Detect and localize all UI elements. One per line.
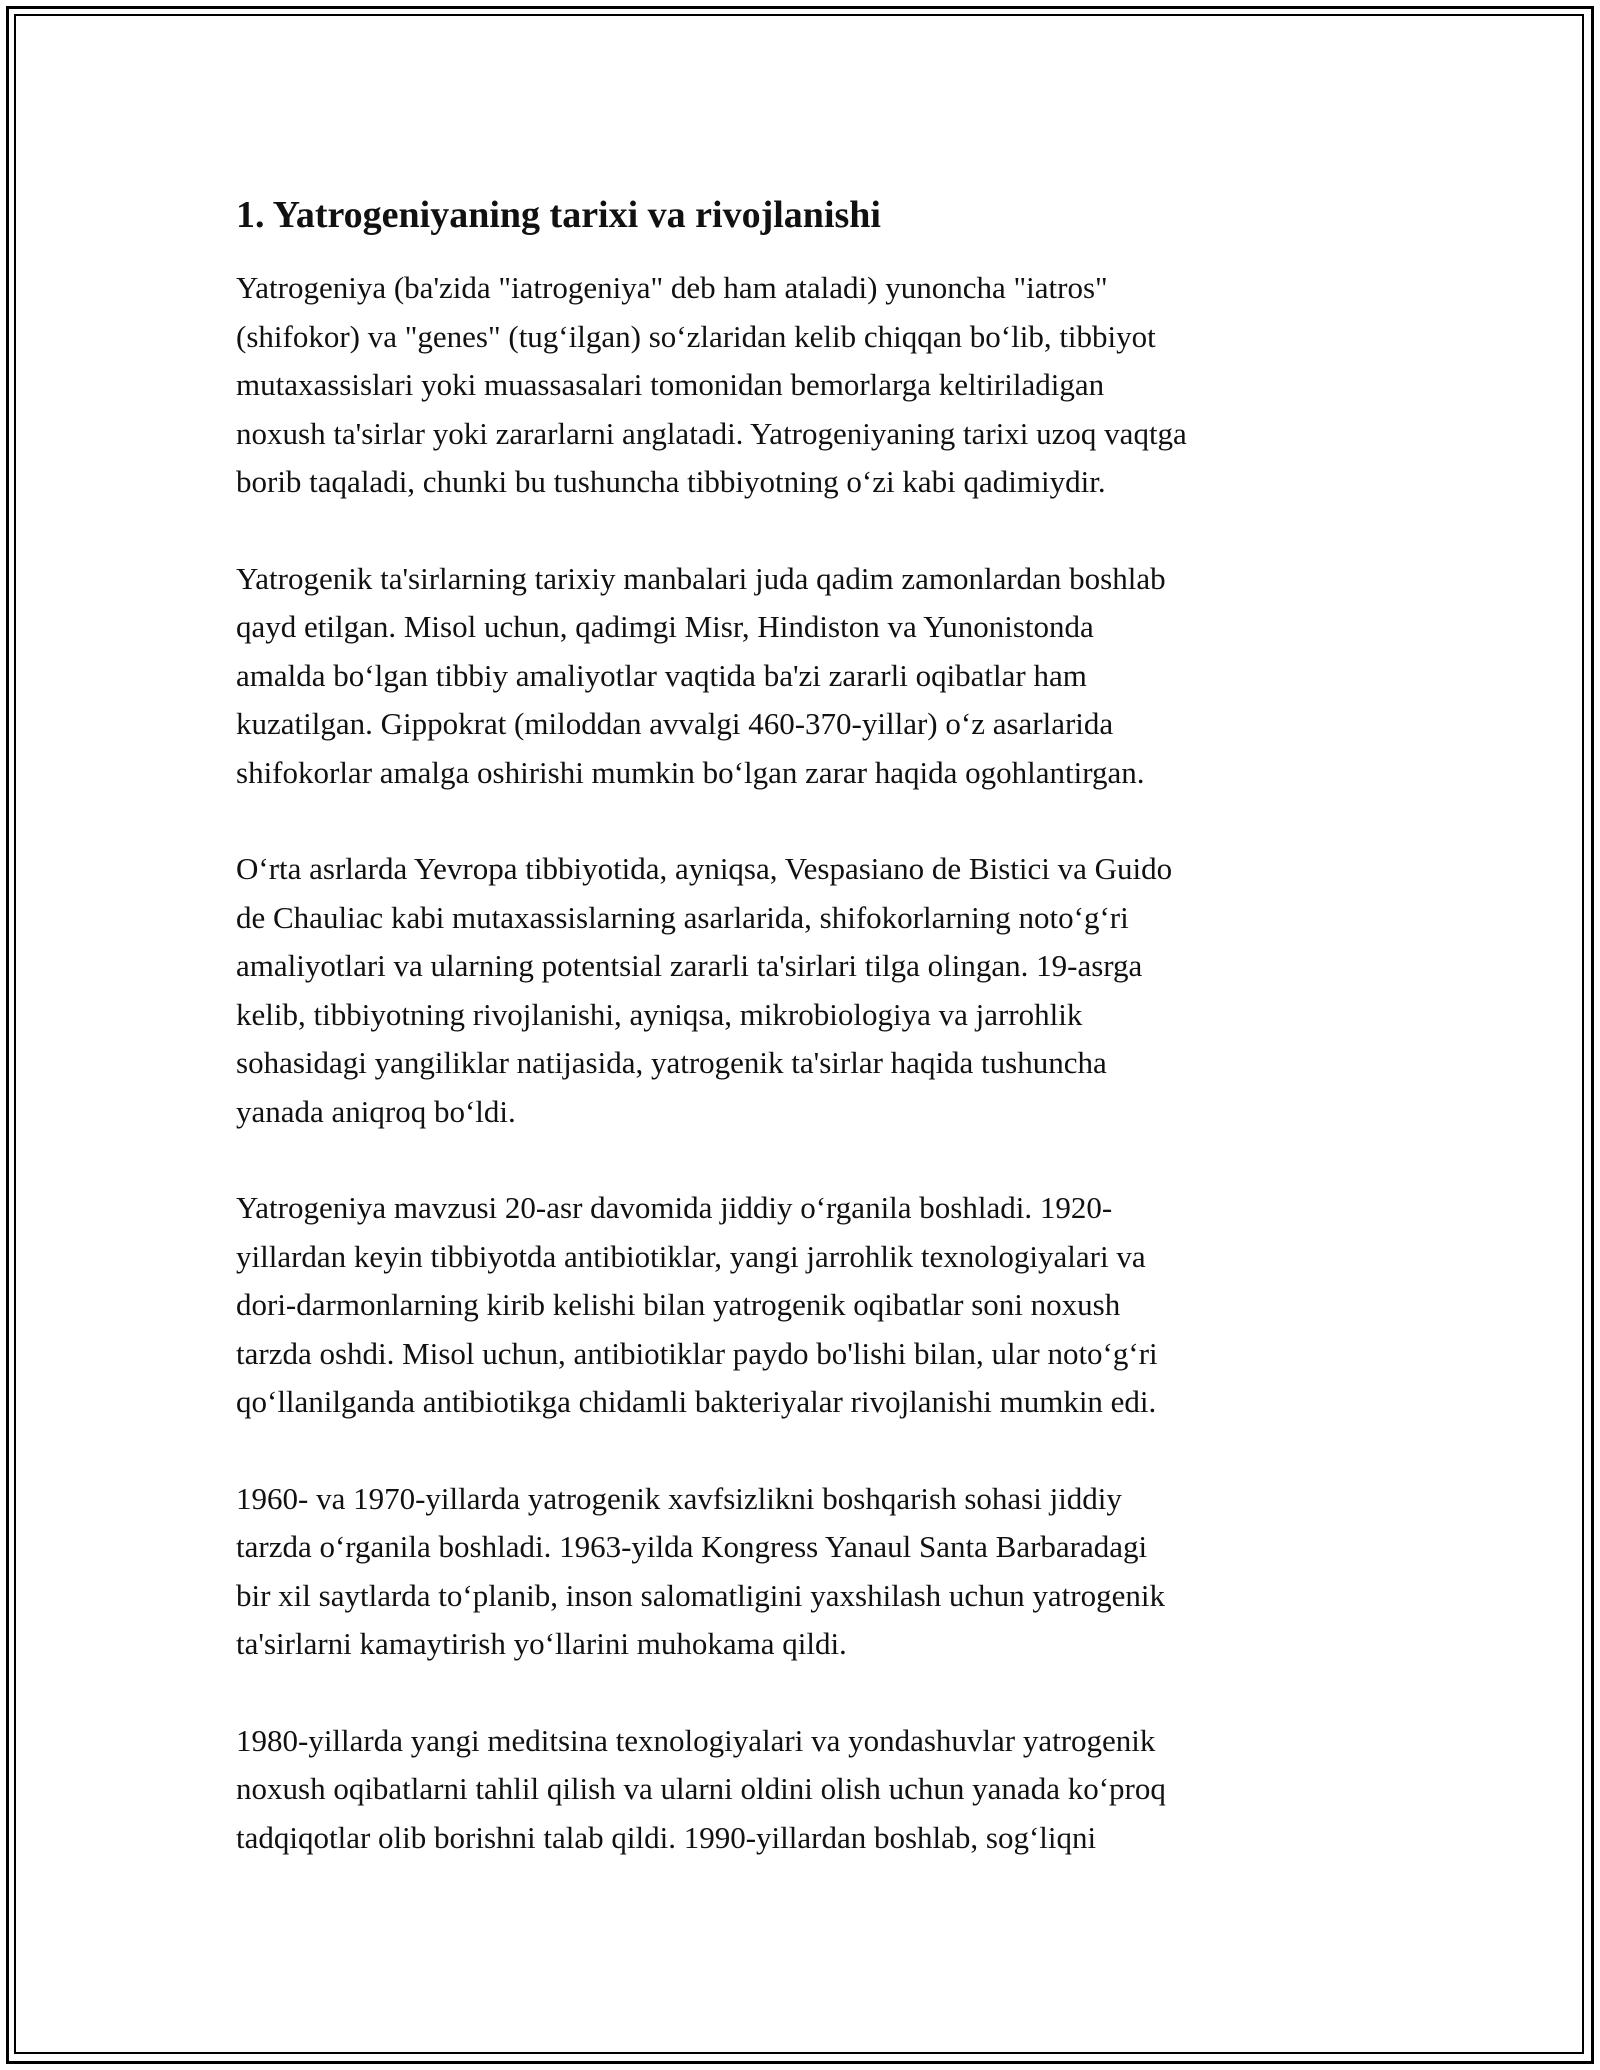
paragraph-etymology	[236, 264, 1376, 507]
text-line: tarzda oshdi. Misol uchun, antibiotiklar paydo bo'lishi bilan, ular noto‘g‘ri	[236, 1335, 1158, 1371]
text-line: qayd etilgan. Misol uchun, qadimgi Misr, Hindiston va Yunonistonda	[236, 609, 1094, 644]
paragraph-ancient-sources	[236, 555, 1376, 798]
section-heading: 1. Yatrogeniyaning tarixi va rivojlanishi	[236, 194, 881, 236]
text-line: O‘rta asrlarda Yevropa tibbiyotida, ayniqsa, Vespasiano de Bistici va Guido	[236, 851, 1173, 886]
text-line: (shifokor) va "genes" (tug‘ilgan) so‘zlaridan kelib chiqqan bo‘lib, tibbiyot	[236, 318, 1156, 354]
text-line: amalda bo‘lgan tibbiy amaliyotlar vaqtida ba'zi zararli oqibatlar ham	[236, 657, 1087, 693]
text-line: 1960- va 1970-yillarda yatrogenik xavfsizlikni boshqarish sohasi jiddiy	[236, 1480, 1122, 1516]
paragraph-20th-century	[236, 1184, 1376, 1427]
text-line: yanada aniqroq bo‘ldi.	[236, 1093, 516, 1129]
text-line: Yatrogeniya mavzusi 20-asr davomida jiddiy o‘rganila boshladi. 1920-	[236, 1190, 1113, 1225]
text-line: noxush oqibatlarni tahlil qilish va ularni oldini olish uchun yanada ko‘proq	[236, 1771, 1166, 1806]
text-line: borib taqaladi, chunki bu tushuncha tibbiyotning o‘zi kabi qadimiydir.	[236, 464, 1106, 499]
text-line: 1980-yillarda yangi meditsina texnologiyalari va yondashuvlar yatrogenik	[236, 1722, 1156, 1758]
text-line: tadqiqotlar olib borishni talab qildi. 1990-yillardan boshlab, sog‘liqni	[236, 1819, 1097, 1855]
document-body	[236, 188, 1376, 1910]
text-line: ta'sirlarni kamaytirish yo‘llarini muhokama qildi.	[236, 1626, 847, 1661]
text-line: sohasidagi yangiliklar natijasida, yatrogenik ta'sirlar haqida tushuncha	[236, 1045, 1107, 1080]
text-line: noxush ta'sirlar yoki zararlarni anglatadi. Yatrogeniyaning tarixi uzoq vaqtga	[236, 415, 1187, 451]
text-line: yillardan keyin tibbiyotda antibiotiklar, yangi jarrohlik texnologiyalari va	[236, 1238, 1146, 1274]
text-line: amaliyotlari va ularning potentsial zararli ta'sirlari tilga olingan. 19-asrga	[236, 948, 1143, 983]
paragraph-middle-ages	[236, 845, 1376, 1136]
text-line: tarzda o‘rganila boshladi. 1963-yilda Kongress Yanaul Santa Barbaradagi	[236, 1529, 1148, 1564]
text-line: shifokorlar amalga oshirishi mumkin bo‘lgan zarar haqida ogohlantirgan.	[236, 754, 1145, 790]
text-line: Yatrogenik ta'sirlarning tarixiy manbalari juda qadim zamonlardan boshlab	[236, 560, 1166, 596]
text-line: mutaxassislari yoki muassasalari tomonidan bemorlarga keltiriladigan	[236, 367, 1105, 402]
paragraph-1980s	[236, 1717, 1376, 1863]
text-line: de Chauliac kabi mutaxassislarning asarlarida, shifokorlarning noto‘g‘ri	[236, 899, 1129, 935]
text-line: Yatrogeniya (ba'zida "iatrogeniya" deb ham ataladi) yunoncha "iatros"	[236, 270, 1108, 305]
text-line: kelib, tibbiyotning rivojlanishi, ayniqsa, mikrobiologiya va jarrohlik	[236, 996, 1083, 1032]
text-line: qo‘llanilganda antibiotikga chidamli bakteriyalar rivojlanishi mumkin edi.	[236, 1384, 1157, 1419]
paragraph-1960s-1970s	[236, 1475, 1376, 1669]
text-line: kuzatilgan. Gippokrat (miloddan avvalgi 460-370-yillar) o‘z asarlarida	[236, 706, 1114, 741]
text-line: dori-darmonlarning kirib kelishi bilan yatrogenik oqibatlar soni noxush	[236, 1287, 1121, 1322]
text-line: bir xil saytlarda to‘planib, inson salomatligini yaxshilash uchun yatrogenik	[236, 1577, 1165, 1613]
